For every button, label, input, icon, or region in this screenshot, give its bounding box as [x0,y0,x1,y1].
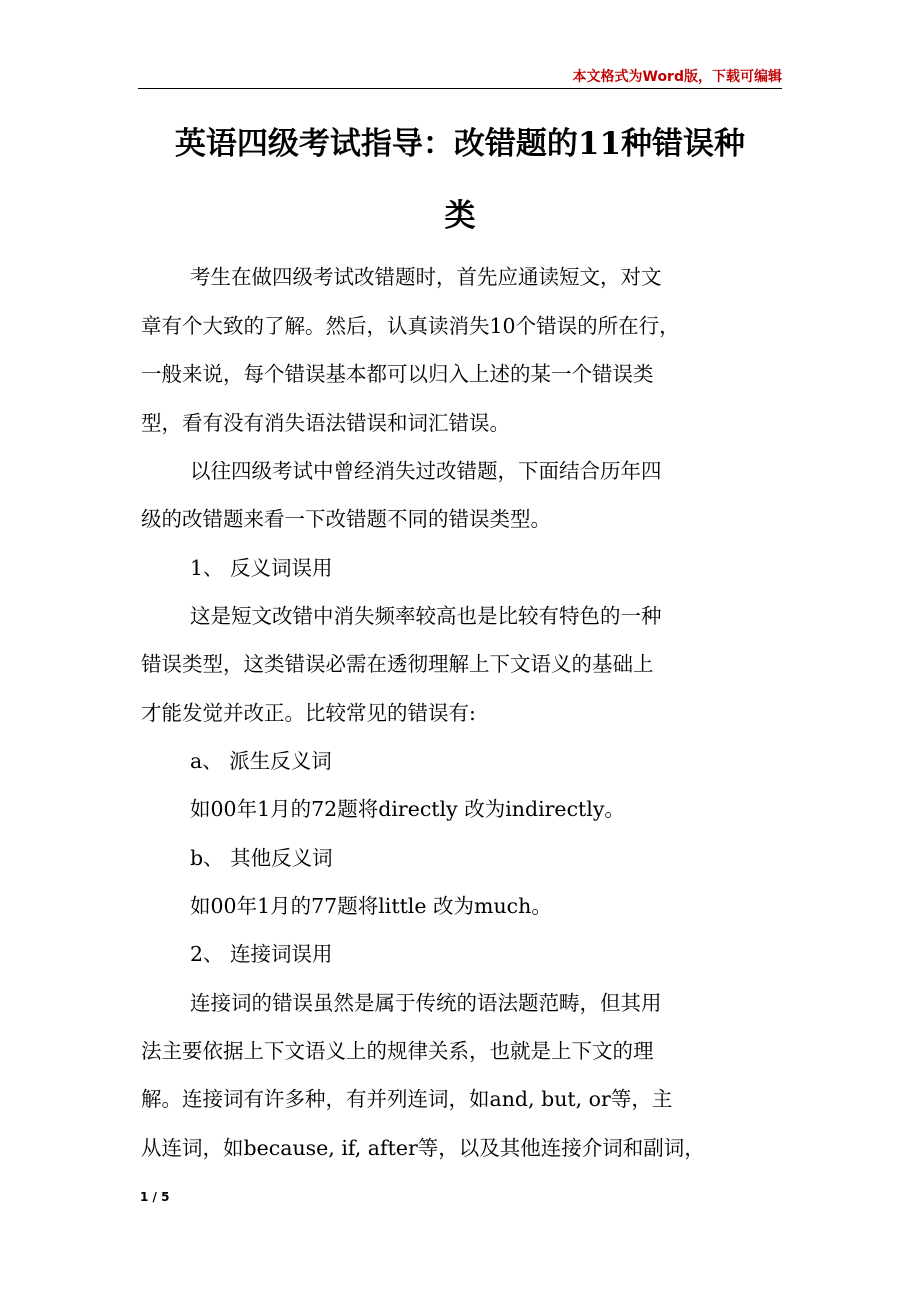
subheading-b: b、 其他反义词 [190,846,333,870]
section-heading-2: 2、 连接词误用 [190,942,333,966]
example-b: 如00年1月的77题将little 改为much。 [190,894,552,918]
section-heading-1: 1、 反义词误用 [190,556,333,580]
page-number: 1 / 5 [140,1190,170,1204]
paragraph-1-line-2: 章有个大致的了解。然后，认真读消失10个错误的所在行， [141,314,680,338]
paragraph-1-line-1: 考生在做四级考试改错题时，首先应通读短文，对文 [190,265,662,289]
subheading-a: a、 派生反义词 [190,749,332,773]
paragraph-3-line-1: 这是短文改错中消失频率较高也是比较有特色的一种 [190,604,662,628]
paragraph-4-line-1: 连接词的错误虽然是属于传统的语法题范畴，但其用 [190,991,662,1015]
paragraph-1-line-4: 型，看有没有消失语法错误和词汇错误。 [141,411,510,435]
document-title-line-1: 英语四级考试指导：改错题的11种错误种 [174,126,746,162]
paragraph-2-line-1: 以往四级考试中曾经消失过改错题，下面结合历年四 [190,459,662,483]
paragraph-3-line-2: 错误类型，这类错误必需在透彻理解上下文语义的基础上 [141,652,654,676]
header-divider [138,88,782,89]
paragraph-2-line-2: 级的改错题来看一下改错题不同的错误类型。 [141,507,551,531]
paragraph-4-line-4: 从连词，如because, if, after等，以及其他连接介词和副词， [141,1136,705,1160]
example-a: 如00年1月的72题将directly 改为indirectly。 [190,797,625,821]
paragraph-4-line-2: 法主要依据上下文语义上的规律关系，也就是上下文的理 [141,1039,654,1063]
paragraph-1-line-3: 一般来说，每个错误基本都可以归入上述的某一个错误类 [141,362,654,386]
format-note: 本文格式为Word版，下载可编辑 [572,69,782,85]
paragraph-4-line-3: 解。连接词有许多种，有并列连词，如and, but, or等，主 [141,1087,673,1111]
paragraph-3-line-3: 才能发觉并改正。比较常见的错误有: [141,701,476,725]
document-title-line-2: 类 [444,198,476,234]
